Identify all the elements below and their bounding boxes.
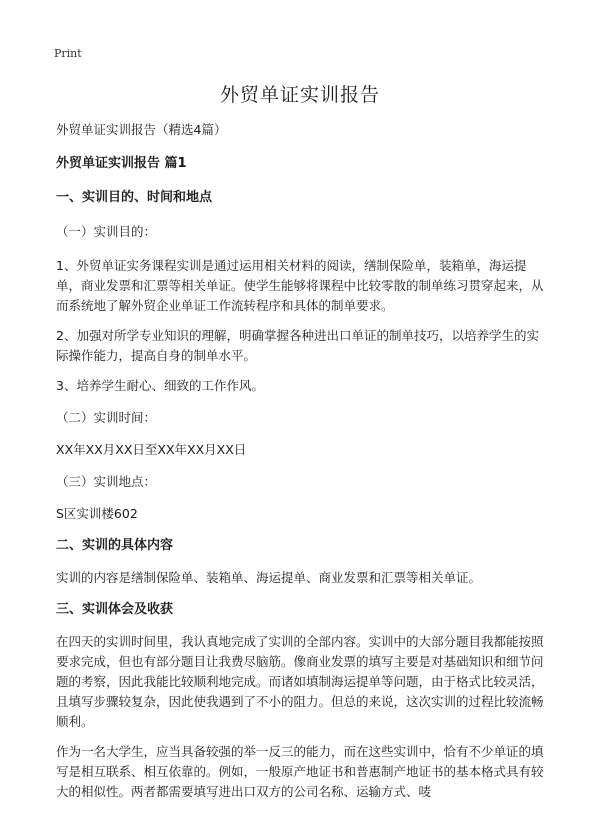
goal-item-2: 2、加强对所学专业知识的理解，明确掌握各种进出口单证的制单技巧，以培养学生的实际操作能力，提高自身的制单水平。 <box>56 328 539 363</box>
document-title: 外贸单证实训报告 <box>219 84 380 106</box>
time-label: （二）实训时间： <box>56 410 157 425</box>
goal-item-1: 1、外贸单证实务课程实训是通过运用相关材料的阅读，缮制保险单，装箱单，海运提单，商业发票和汇票等相关单证。使学生能够将课程中比较零散的制单练习贯穿起来，从而系统地了解外贸企业单证工作流转程序和具体的制单要求。 <box>56 258 544 313</box>
document-subtitle: 外贸单证实训报告（精选4篇） <box>56 122 227 137</box>
print-label: Print <box>54 47 82 60</box>
place-label: （三）实训地点： <box>56 474 157 489</box>
section3-paragraph-1: 在四天的实训时间里，我认真地完成了实训的全部内容。实训中的大部分题目我都能按照要求完成，但也有部分题目让我费尽脑筋。像商业发票的填写主要是对基础知识和细节问题的考察，因此我能比较顺利地完成。而诸如填制海运提单等问题，由于格式比较灵活，且填写步骤较复杂，因此使我遇到了不小的阻力。但总的来说，这次实训的过程比较流畅顺利。 <box>56 634 544 729</box>
section3-paragraph-2: 作为一名大学生，应当具备较强的举一反三的能力，而在这些实训中，恰有不少单证的填写是相互联系、相互依靠的。例如，一般原产地证书和普惠制产地证书的基本格式具有较大的相似性。两者都需要填写进出口双方的公司名称、运输方式、唛 <box>56 744 544 799</box>
goal-item-3: 3、培养学生耐心、细致的工作作风。 <box>56 378 264 393</box>
section2-body: 实训的内容是缮制保险单、装箱单、海运提单、商业发票和汇票等相关单证。 <box>56 570 482 585</box>
time-value: XX年XX月XX日至XX年XX月XX日 <box>56 442 247 457</box>
section2-heading: 二、实训的具体内容 <box>56 538 174 553</box>
section3-heading: 三、实训体会及收获 <box>56 602 174 617</box>
place-value: S区实训楼602 <box>56 506 138 521</box>
document-body <box>56 120 550 802</box>
goal-label: （一）实训目的： <box>56 224 157 239</box>
article-heading: 外贸单证实训报告 篇1 <box>56 156 187 171</box>
section1-heading: 一、实训目的、时间和地点 <box>56 190 213 205</box>
